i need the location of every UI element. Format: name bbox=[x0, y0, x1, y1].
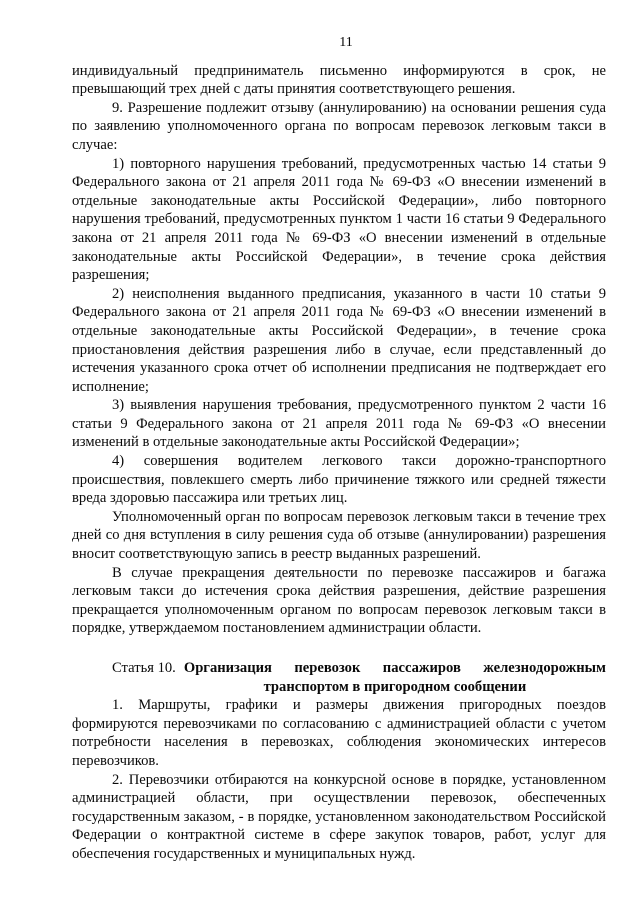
article-title-line-2: транспортом в пригородном сообщении bbox=[263, 678, 527, 695]
paragraph-termination: В случае прекращения деятельности по перевозке пассажиров и багажа легковым такси до истечения срока действия разрешения, действие разрешения прекращается уполномоченным органом по вопросам перевозок легковым такси в порядке, утверждаемом постановлением администрации области. bbox=[72, 564, 606, 637]
paragraph-item-9: 9. Разрешение подлежит отзыву (аннулированию) на основании решения суда по заявлению уполномоченного органа по вопросам перевозок легковым такси в случае: bbox=[72, 99, 606, 153]
paragraph-subitem-1: 1) повторного нарушения требований, предусмотренных частью 14 статьи 9 Федерального закона от 21 апреля 2011 года № 69-ФЗ «О внесении изменений в отдельные законодательные акты Российской Федерации», либо повторного нарушения требований, предусмотренных пунктом 1 части 16 статьи 9 Федерального закона от 21 апреля 2011 года № 69-ФЗ «О внесении изменений в отдельные законодательные акты Российской Федерации», в течение срока действия разрешения; bbox=[72, 155, 606, 284]
paragraph-subitem-2: 2) неисполнения выданного предписания, указанного в части 10 статьи 9 Федерального закона от 21 апреля 2011 года № 69-ФЗ «О внесении изменений в отдельные законодательные акты Российской Федерации», в течение срока приостановления действия разрешения либо в случае, если представленный до истечения указанного срока отчет об исполнении предписания не подтверждает его исполнение; bbox=[72, 285, 606, 395]
article-title bbox=[184, 659, 606, 696]
paragraph-article10-item-1: 1. Маршруты, графики и размеры движения пригородных поездов формируются перевозчиками по согласованию с администрацией области с учетом потребности населения в перевозках, соблюдения экономических интересов перевозчиков. bbox=[72, 697, 606, 769]
page-number: 11 bbox=[339, 35, 353, 50]
article-heading bbox=[72, 659, 606, 696]
article-label: Статья 10. bbox=[112, 660, 176, 676]
paragraph-subitem-3: 3) выявления нарушения требования, предусмотренного пунктом 2 части 16 статьи 9 Федерального закона от 21 апреля 2011 года № 69-ФЗ «О внесении изменений в отдельные законодательные акты Российской Федерации»; bbox=[72, 397, 606, 451]
paragraph-article10-item-2: 2. Перевозчики отбираются на конкурсной основе в порядке, установленном администрацией области, при осуществлении перевозок, обеспеченных государственным заказом, - в порядке, установленном законодательством Российской Федерации о контрактной системе в сфере закупок товаров, работ, услуг для обеспечения государственных и муниципальных нужд. bbox=[72, 771, 606, 862]
paragraph-registry-entry: Уполномоченный орган по вопросам перевозок легковым такси в течение трех дней со дня вступления в силу решения суда об отзыве (аннулировании) разрешения вносит соответствующую запись в реестр выданных разрешений. bbox=[72, 508, 606, 563]
article-title-line-1: Организация перевозок пассажиров железнодорожным bbox=[183, 660, 606, 676]
paragraph-continuation: индивидуальный предприниматель письменно информируются в срок, не превышающий трех дней с даты принятия соответствующего решения. bbox=[72, 62, 606, 98]
paragraph-subitem-4: 4) совершения водителем легкового такси дорожно-транспортного происшествия, повлекшего смерть либо причинение тяжкого или средней тяжести вреда здоровью пассажира или третьих лиц. bbox=[72, 453, 606, 507]
